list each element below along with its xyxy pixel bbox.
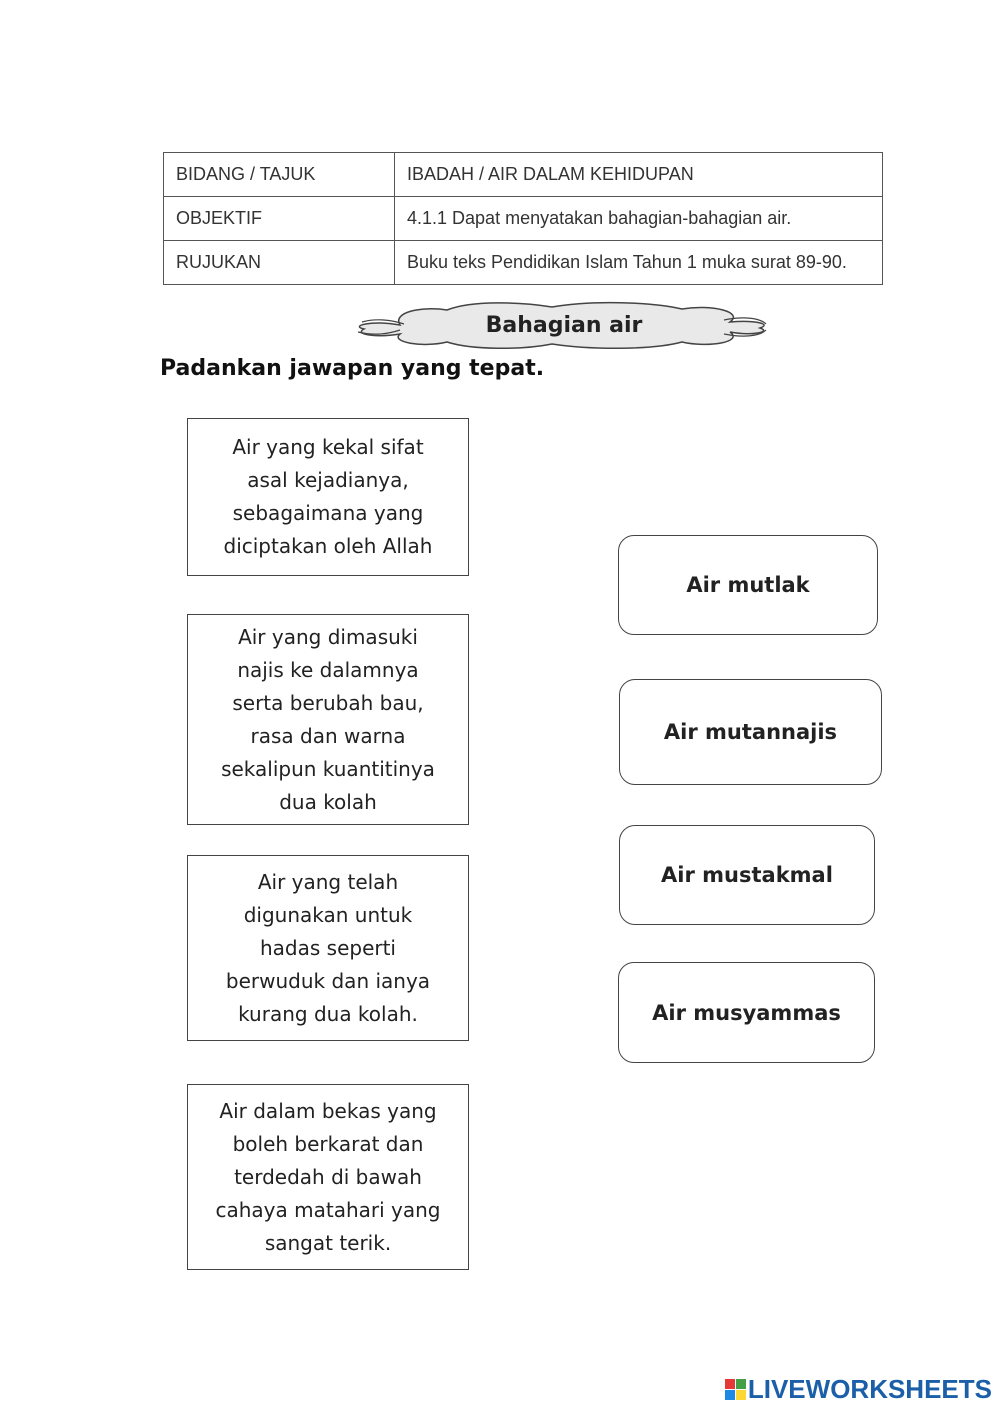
question-line: cahaya matahari yang [215,1197,441,1222]
info-row-rujukan [164,241,883,285]
question-line: Air dalam bekas yang [219,1098,437,1123]
answer-box-air-mutlak[interactable]: Air mutlak [618,535,878,635]
question-box-3 [187,855,469,1041]
info-row-objektif [164,197,883,241]
question-text [221,621,435,819]
question-line: hadas seperti [259,935,396,960]
question-line: terdedah di bawah [234,1164,422,1189]
question-line: Air yang telah [257,869,399,894]
answer-box-air-mustakmal[interactable]: Air mustakmal [619,825,875,925]
question-box-1 [187,418,469,576]
logo-mark-icon [725,1379,746,1400]
logo-text: LIVEWORKSHEETS [747,1374,992,1404]
section-title: Bahagian air [485,312,643,338]
question-text [216,1095,441,1260]
question-text [224,431,433,563]
question-box-4 [187,1084,469,1270]
question-line: sekalipun kuantitinya [221,756,435,781]
info-value: 4.1.1 Dapat menyatakan bahagian-bahagian air. [395,197,883,241]
info-key: OBJEKTIF [164,197,395,241]
question-line: berwuduk dan ianya [225,968,431,993]
question-line: asal kejadianya, [247,468,409,492]
question-box-2 [187,614,469,825]
question-line: boleh berkarat dan [232,1131,424,1156]
info-table [163,152,883,285]
info-row-bidang [164,153,883,197]
question-line: sangat terik. [264,1230,392,1255]
info-key: RUJUKAN [164,241,395,285]
question-line: Air yang dimasuki [238,624,418,649]
info-key: BIDANG / TAJUK [164,153,395,197]
question-line: Air yang kekal sifat [232,435,424,459]
question-line: diciptakan oleh Allah [223,534,433,558]
question-text [226,866,430,1031]
question-line: serta berubah bau, [232,690,424,715]
answer-box-air-mutannajis[interactable]: Air mutannajis [619,679,882,785]
section-title-cloud [352,298,772,352]
question-line: najis ke dalamnya [237,657,419,682]
question-line: kurang dua kolah. [238,1001,418,1026]
liveworksheets-logo [725,1374,992,1405]
question-line: rasa dan warna [250,723,406,748]
question-line: dua kolah [279,789,377,814]
info-value: Buku teks Pendidikan Islam Tahun 1 muka surat 89-90. [395,241,883,285]
question-line: digunakan untuk [243,902,413,927]
answer-box-air-musyammas[interactable]: Air musyammas [618,962,875,1063]
question-line: sebagaimana yang [232,501,424,525]
instruction-text: Padankan jawapan yang tepat. [160,356,545,381]
info-value: IBADAH / AIR DALAM KEHIDUPAN [395,153,883,197]
